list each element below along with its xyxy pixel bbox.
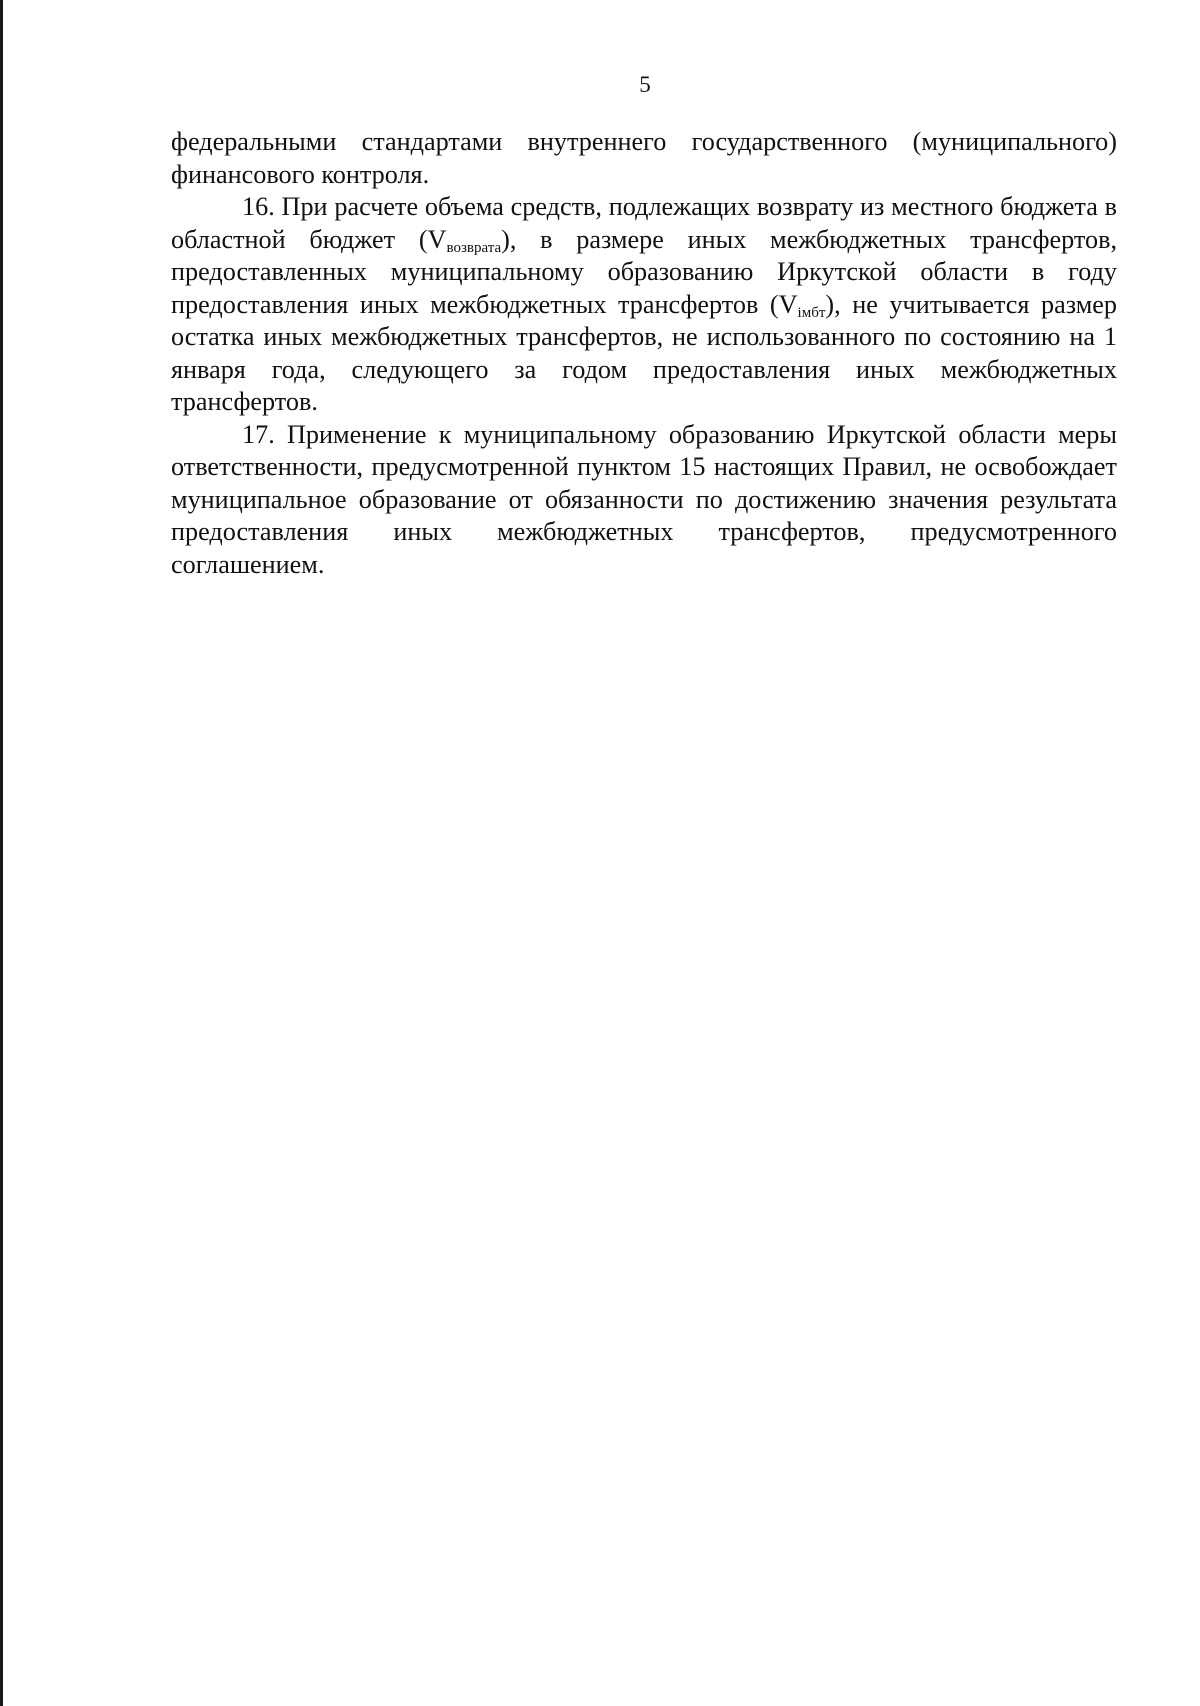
paragraph-16-text-part3: ), не учитывается размер остатка иных межбюджетных трансфертов, не использованного по состоянию на 1 января года, следующего за годом предоставления иных межбюджетных трансфертов. [171, 289, 1118, 416]
page-number: 5 [639, 72, 651, 97]
paragraph-16-text-part1: 16. При расчете объема средств, подлежащих возврату из местного бюджета в областной бюджет (V [171, 192, 1117, 254]
document-body [171, 126, 1117, 581]
subscript-imbt: iмбт [797, 304, 826, 321]
paragraph-continuation: федеральными стандартами внутреннего государственного (муниципального) финансового контроля. [171, 127, 1117, 189]
paragraph-17: 17. Применение к муниципальному образованию Иркутской области меры ответственности, предусмотренной пунктом 15 настоящих Правил, не освобождает муниципальное образование от обязанности по достижению значения результата предоставления иных межбюджетных трансфертов, предусмотренного соглашением. [171, 419, 1117, 579]
page-left-border [0, 0, 3, 1706]
paragraph-16-text-part2: ), в размере иных межбюджетных трансфертов, предоставленных муниципальному образованию Иркутской области в году предоставления иных межбюджетных трансфертов (V [171, 224, 1117, 319]
subscript-vozvrata: возврата [446, 239, 502, 256]
paragraph-16 [171, 191, 1117, 419]
